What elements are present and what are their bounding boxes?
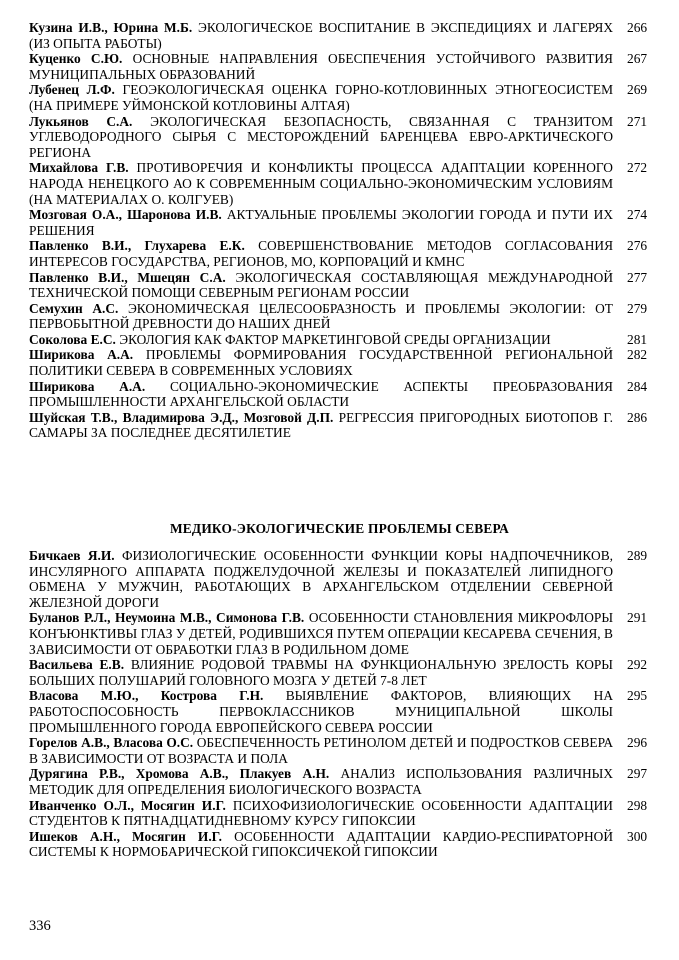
toc-entry-authors: Михайлова Г.В. [29, 160, 129, 176]
toc-entry [29, 51, 669, 82]
toc-entry-page: 272 [627, 160, 648, 176]
toc-entry-text [29, 270, 613, 301]
toc-entry-text [29, 51, 613, 82]
toc-entry-text [29, 379, 613, 410]
toc-entry-title: ОСНОВНЫЕ НАПРАВЛЕНИЯ ОБЕСПЕЧЕНИЯ УСТОЙЧИВОГО РАЗВИТИЯ МУНИЦИПАЛЬНЫХ ОБРАЗОВАНИЙ [29, 51, 613, 82]
toc-entry-title: ВЛИЯНИЕ РОДОВОЙ ТРАВМЫ НА ФУНКЦИОНАЛЬНУЮ ЗРЕЛОСТЬ КОРЫ БОЛЬШИХ ПОЛУШАРИЙ ГОЛОВНОГО МОЗГА У ДЕТЕЙ 7-8 ЛЕТ [29, 657, 613, 688]
toc-entry [29, 347, 669, 378]
page-number: 336 [29, 918, 51, 934]
toc-entry-title: ЭКОЛОГИЧЕСКАЯ БЕЗОПАСНОСТЬ, СВЯЗАННАЯ С ТРАНЗИТОМ УГЛЕВОДОРОДНОГО СЫРЬЯ С МЕСТОРОЖДЕНИЙ БАРЕНЦЕВА ЕВРО-АРКТИЧЕСКОГО РЕГИОНА [29, 113, 613, 160]
toc-entry-title: СОЦИАЛЬНО-ЭКОНОМИЧЕСКИЕ АСПЕКТЫ ПРЕОБРАЗОВАНИЯ ПРОМЫШЛЕННОСТИ АРХАНГЕЛЬСКОЙ ОБЛАСТИ [29, 378, 613, 410]
toc-entry-authors: Мозговая О.А., Шаронова И.В. [29, 207, 222, 223]
toc-entry-title: ЭКОЛОГИЧЕСКАЯ СОСТАВЛЯЮЩАЯ МЕЖДУНАРОДНОЙ ТЕХНИЧЕСКОЙ ПОМОЩИ СЕВЕРНЫМ РЕГИОНАМ РОССИИ [29, 269, 614, 301]
section-heading: МЕДИКО-ЭКОЛОГИЧЕСКИЕ ПРОБЛЕМЫ СЕВЕРА [169, 521, 510, 536]
toc-entry-text [29, 735, 613, 766]
toc-entry-authors: Лукьянов С.А. [29, 113, 133, 129]
toc-entry [29, 657, 669, 688]
toc-entry-authors: Соколова Е.С. [29, 331, 116, 347]
toc-entry-title: ЭКОЛОГИЯ КАК ФАКТОР МАРКЕТИНГОВОЙ СРЕДЫ ОРГАНИЗАЦИИ [119, 331, 551, 347]
toc-entry-title: ОСОБЕННОСТИ СТАНОВЛЕНИЯ МИКРОФЛОРЫ КОНЪЮНКТИВЫ ГЛАЗ У ДЕТЕЙ, РОДИВШИХСЯ ПУТЕМ ОПЕРАЦИИ КЕСАРЕВА СЕЧЕНИЯ, В ЗАВИСИМОСТИ ОТ ОБРАБОТКИ ГЛАЗ В РОДИЛЬНОМ ДОМЕ [29, 610, 613, 657]
toc-entry [29, 20, 669, 51]
toc-entry-title: АКТУАЛЬНЫЕ ПРОБЛЕМЫ ЭКОЛОГИИ ГОРОДА И ПУТИ ИХ РЕШЕНИЯ [29, 207, 613, 238]
toc-entry-authors: Семухин А.С. [29, 300, 119, 316]
toc-entry [29, 301, 669, 332]
toc-entry-authors: Бичкаев Я.И. [29, 548, 115, 563]
toc-entry-page: 286 [627, 409, 648, 425]
toc-entry-page: 267 [627, 51, 648, 67]
toc-entry-text [29, 207, 613, 238]
toc-entry-page: 289 [627, 548, 648, 563]
toc-lower-list [29, 548, 669, 860]
toc-entry-authors: Павленко В.И., Глухарева Е.К. [29, 238, 245, 254]
toc-entry-page: 296 [627, 735, 648, 751]
toc-entry [29, 160, 669, 207]
toc-entry-authors: Лубенец Л.Ф. [29, 82, 115, 98]
toc-entry-authors: Иванченко О.Л., Мосягин И.Г. [29, 797, 226, 813]
toc-entry-authors: Павленко В.И., Мшецян С.А. [29, 269, 226, 285]
toc-entry-page: 279 [627, 300, 648, 316]
toc-entry-authors: Горелов А.В., Власова О.С. [29, 735, 194, 751]
toc-entry [29, 114, 669, 161]
toc-entry [29, 688, 669, 735]
toc-entry-page: 269 [627, 82, 648, 98]
toc-entry-title: ПРОБЛЕМЫ ФОРМИРОВАНИЯ ГОСУДАРСТВЕННОЙ РЕГИОНАЛЬНОЙ ПОЛИТИКИ СЕВЕРА В СОВРЕМЕННЫХ УСЛОВИЯХ [29, 347, 614, 379]
toc-entry-text [29, 160, 613, 207]
toc-entry-page: 266 [627, 20, 648, 35]
toc-entry [29, 207, 669, 238]
toc-entry-page: 276 [627, 238, 648, 254]
toc-entry-page: 295 [627, 688, 648, 704]
toc-entry-authors: Ширикова А.А. [29, 347, 134, 363]
toc-entry [29, 798, 669, 829]
toc-entry-page: 281 [627, 331, 648, 347]
toc-entry [29, 238, 669, 269]
toc-entry-title: РЕГРЕССИЯ ПРИГОРОДНЫХ БИОТОПОВ Г. САМАРЫ ЗА ПОСЛЕДНЕЕ ДЕСЯТИЛЕТИЕ [29, 409, 614, 441]
toc-entry-text [29, 20, 613, 51]
toc-entry-title: АНАЛИЗ ИСПОЛЬЗОВАНИЯ РАЗЛИЧНЫХ МЕТОДИК ДЛЯ ОПРЕДЕЛЕНИЯ БИОЛОГИЧЕСКОГО ВОЗРАСТА [29, 766, 613, 797]
toc-entry-text [29, 347, 613, 378]
toc-entry-page: 277 [627, 269, 648, 285]
toc-entry [29, 270, 669, 301]
toc-entry-title: ПСИХОФИЗИОЛОГИЧЕСКИЕ ОСОБЕННОСТИ АДАПТАЦИИ СТУДЕНТОВ К ПЯТНАДЦАТИДНЕВНОМУ КУРСУ ГИПОКСИИ [29, 797, 613, 829]
toc-entry-page: 298 [627, 797, 648, 813]
toc-entry-page: 300 [627, 828, 648, 844]
toc-entry [29, 379, 669, 410]
toc-entry-title: СОВЕРШЕНСТВОВАНИЕ МЕТОДОВ СОГЛАСОВАНИЯ ИНТЕРЕСОВ ГОСУДАРСТВА, РЕГИОНОВ, МО, КОРПОРАЦИЙ И КМНС [29, 238, 613, 269]
toc-entry-authors: Ишеков А.Н., Мосягин И.Г. [29, 828, 223, 844]
toc-entry [29, 332, 669, 348]
toc-upper-list [29, 20, 669, 441]
toc-entry-text [29, 410, 613, 441]
toc-entry [29, 410, 669, 441]
toc-entry-authors: Шуйская Т.В., Владимирова Э.Д., Мозговой Д.П. [29, 409, 334, 425]
toc-entry-page: 271 [627, 113, 648, 129]
toc-entry-page: 274 [627, 207, 648, 223]
toc-entry-text [29, 332, 613, 348]
toc-entry-text [29, 610, 613, 657]
toc-entry-authors: Дурягина Р.В., Хромова А.В., Плакуев А.Н. [29, 766, 330, 782]
toc-entry-authors: Буланов Р.Л., Неумоина М.В., Симонова Г.В. [29, 610, 305, 626]
toc-entry-text [29, 798, 613, 829]
toc-entry-text [29, 82, 613, 113]
toc-entry [29, 610, 669, 657]
toc-entry-text [29, 829, 613, 860]
toc-entry-text [29, 657, 613, 688]
toc-entry-title: ОСОБЕННОСТИ АДАПТАЦИИ КАРДИО-РЕСПИРАТОРНОЙ СИСТЕМЫ К НОРМОБАРИЧЕСКОЙ ГИПОКСИЧЕКОЙ ГИПОКСИИ [29, 828, 613, 860]
toc-entry-authors: Кузина И.В., Юрина М.Б. [29, 20, 193, 35]
toc-entry-title: ЭКОНОМИЧЕСКАЯ ЦЕЛЕСООБРАЗНОСТЬ И ПРОБЛЕМЫ ЭКОЛОГИИ: ОТ ПЕРВОБЫТНОЙ ДРЕВНОСТИ ДО НАШИХ ДНЕЙ [29, 300, 613, 332]
toc-entry-text [29, 548, 613, 610]
toc-entry-authors: Власова М.Ю., Кострова Г.Н. [29, 688, 264, 704]
toc-entry-title: ЭКОЛОГИЧЕСКОЕ ВОСПИТАНИЕ В ЭКСПЕДИЦИЯХ И ЛАГЕРЯХ (ИЗ ОПЫТА РАБОТЫ) [29, 20, 613, 51]
toc-entry-title: ГЕОЭКОЛОГИЧЕСКАЯ ОЦЕНКА ГОРНО-КОТЛОВИННЫХ ЭТНОГЕОСИСТЕМ (НА ПРИМЕРЕ УЙМОНСКОЙ КОТЛОВИНЫ АЛТАЯ) [29, 82, 613, 113]
toc-entry-authors: Куценко С.Ю. [29, 51, 123, 67]
toc-entry-title: ПРОТИВОРЕЧИЯ И КОНФЛИКТЫ ПРОЦЕССА АДАПТАЦИИ КОРЕННОГО НАРОДА НЕНЕЦКОГО АО К СОВРЕМЕННЫМ СОЦИАЛЬНО-ЭКОНОМИЧЕСКИМ УСЛОВИЯМ (НА МАТЕРИАЛАХ О. КОЛГУЕВ) [29, 160, 613, 207]
toc-entry-page: 297 [627, 766, 648, 782]
toc-entry-page: 284 [627, 378, 648, 394]
toc-entry-text [29, 114, 613, 161]
toc-entry [29, 548, 669, 610]
toc-entry-page: 292 [627, 657, 648, 673]
toc-entry-title: ОБЕСПЕЧЕННОСТЬ РЕТИНОЛОМ ДЕТЕЙ И ПОДРОСТКОВ СЕВЕРА В ЗАВИСИМОСТИ ОТ ВОЗРАСТА И ПОЛА [29, 735, 613, 766]
toc-entry [29, 735, 669, 766]
toc-entry-text [29, 688, 613, 735]
toc-entry-text [29, 766, 613, 797]
toc-entry-text [29, 301, 613, 332]
toc-entry-authors: Ширикова А.А. [29, 378, 146, 394]
toc-entry-page: 282 [627, 347, 648, 363]
toc-entry-title: ФИЗИОЛОГИЧЕСКИЕ ОСОБЕННОСТИ ФУНКЦИИ КОРЫ НАДПОЧЕЧНИКОВ, ИНСУЛЯРНОГО АППАРАТА ПОДЖЕЛУДОЧНОЙ ЖЕЛЕЗЫ И ПОКАЗАТЕЛЕЙ ЛИПИДНОГО ОБМЕНА У МУЖЧИН, РАБОТАЮЩИХ В АРХАНГЕЛЬСКОМ ОТДЕЛЕНИИ СЕВЕРНОЙ ЖЕЛЕЗНОЙ ДОРОГИ [29, 548, 613, 610]
toc-entry-text [29, 238, 613, 269]
toc-entry-page: 291 [627, 610, 648, 626]
toc-entry [29, 766, 669, 797]
toc-entry [29, 829, 669, 860]
toc-entry-authors: Васильева Е.В. [29, 657, 125, 673]
toc-entry-title: ВЫЯВЛЕНИЕ ФАКТОРОВ, ВЛИЯЮЩИХ НА РАБОТОСПОСОБНОСТЬ ПЕРВОКЛАССНИКОВ МУНИЦИПАЛЬНОЙ ШКОЛЫ ПРОМЫШЛЕННОГО ГОРОДА ЕВРОПЕЙСКОГО СЕВЕРА РОССИИ [29, 688, 614, 735]
toc-entry [29, 82, 669, 113]
